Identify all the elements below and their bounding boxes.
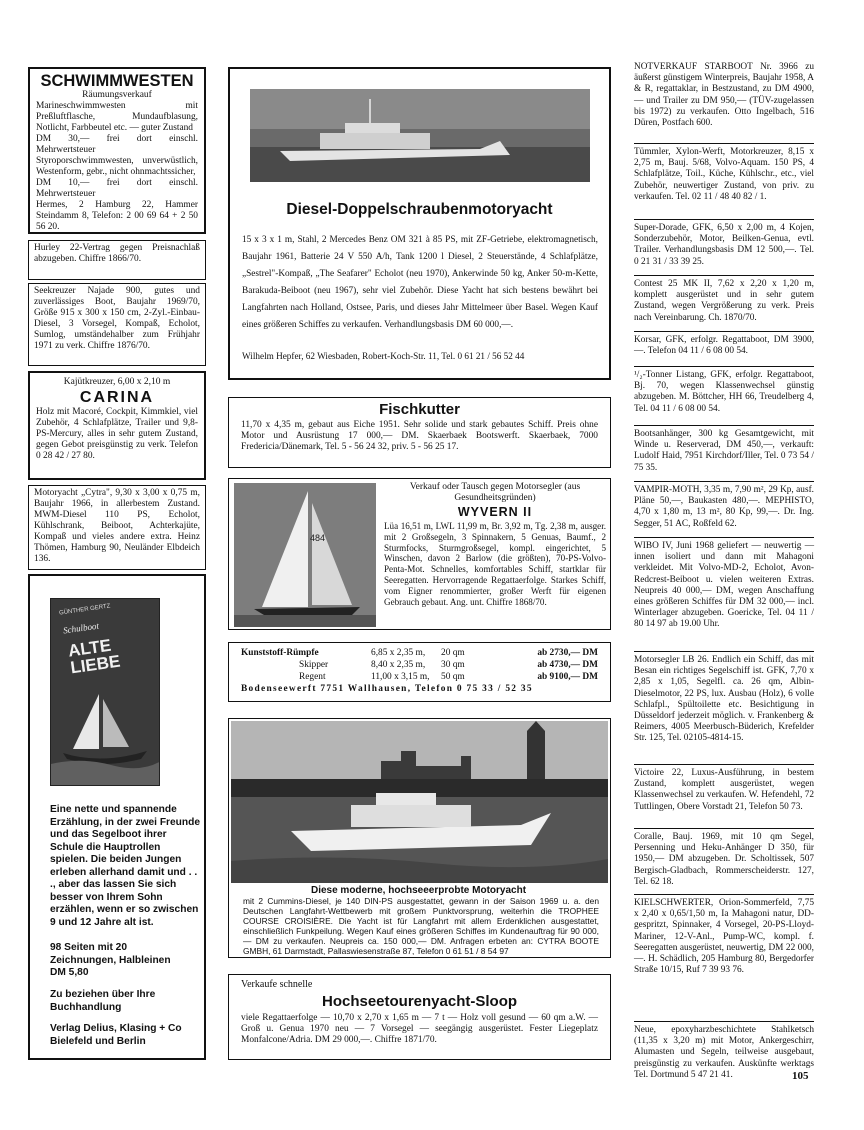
hull-size: 8,40 x 2,35 m, <box>371 660 426 670</box>
divider <box>634 219 814 220</box>
cytra-ad <box>28 485 206 570</box>
ad-text: Styroporschwimmwesten, unverwüstlich, Westenform, gebr., nicht ohnmachtssicher, <box>36 156 198 177</box>
ad-text: viele Regattaerfolge — 10,70 x 2,70 x 1,65 m — 7 t — Holz voll gesund — 60 qm a.W. — Groß u. Genua 1970 neu — 7 Vorsegel — seegängig ausgerüstet. Fester Liegeplatz Monfalcone/Adria. DM 29 000,—. Chiffre 1871/70. <box>241 1013 598 1045</box>
divider <box>634 651 814 652</box>
classified-ad: Victoire 22, Luxus-Ausführung, in bestem Zustand, komplett ausgerüstet, wegen Klassenwechsel zu verkaufen. W. Hefendehl, 72 Tuttlingen, Obere Vorstadt 21, Telefon 50 73. <box>634 768 814 812</box>
classified-ad: Coralle, Bauj. 1969, mit 10 qm Segel, Persenning und Heku-Anhänger D 350, für 1950,— DM abzugeben. Dr. Scholtissek, 507 Bergisch-Gladbach, Rommerscheiderstr. 127, Tel. 62 18. <box>634 832 814 887</box>
ad-title: Diese moderne, hochseeerprobte Motoryacht <box>310 885 527 896</box>
hull-row <box>241 647 598 659</box>
divider <box>634 425 814 426</box>
book-title: ALTE LIEBE <box>66 635 122 678</box>
hull-name: Regent <box>299 672 326 682</box>
book-cover <box>50 598 160 786</box>
hull-price: ab 4730,— DM <box>537 660 598 670</box>
ad-title: Fischkutter <box>379 401 460 418</box>
hull-row <box>241 659 598 671</box>
classified-ad: Neue, epoxyharzbeschichtete Stahlketsch (11,35 x 3,20 m) mit Motor, Ankergeschirr, Alumasten und Segeln, teilweise ausgebaut, preisgünstig zu verkaufen. Auskünfte werktags Tel. Dortmund 5 47 21 41. <box>634 1025 814 1080</box>
ad-head: Verkauf oder Tausch gegen Motorsegler (aus Gesundheitsgründen) <box>409 482 581 503</box>
hurley-ad <box>28 240 206 280</box>
classified-ad: NOTVERKAUF STARBOOT Nr. 3966 zu äußerst günstigem Winterpreis, Baujahr 1958, A & R, regattaklar, in Bestzustand, zu DM 4900,— und Trailer zu DM 950,— (TÜV-zugelassen bis 1972) zu verkaufen. Otto Ingelbach, 516 Düren, Postfach 600. <box>634 62 814 129</box>
hull-size: 6,85 x 2,35 m, <box>371 648 426 658</box>
divider <box>634 894 814 895</box>
sailboat-photo <box>234 483 376 627</box>
hull-area: 30 qm <box>441 660 465 670</box>
classified-ad: Motorsegler LB 26. Endlich ein Schiff, das mit Besan ein richtiges Segelschiff ist. GFK, 7,70 x 2,85 x 1,05, Segelfl. ca. 26 qm, Albin-Dieselmotor, 22 PS, lux. Ausbau (Holz), 6 volle Schlafpl., Spültoilette etc. Besichtigung in Düsseldorf jederzeit möglich. v. Frankenberg & Reimers, 4005 Meerbusch-Büderich, Krefelder Str. 125, Tel. 02105-4814-15. <box>634 655 814 744</box>
fischkutter-ad <box>228 397 611 468</box>
ad-head: Kajütkreuzer, 6,00 x 2,10 m <box>63 377 171 387</box>
ad-text: Holz mit Macoré, Cockpit, Kimmkiel, viel Zubehör, 4 Schlafplätze, Trailer und 9,8-PS-Mercury, alles in sehr gutem Zustand, gegen Gebot preisgünstig zu verk. Telefon 0 28 42 / 27 80. <box>36 407 198 461</box>
hull-name: Skipper <box>299 660 329 670</box>
ad-footer: Bodenseewerft 7751 Wallhausen, Telefon 0 75 33 / 52 35 <box>241 684 533 694</box>
divider <box>634 481 814 482</box>
book-availability: Zu beziehen über Ihre Buchhandlung <box>50 989 156 1013</box>
divider <box>634 143 814 144</box>
divider <box>634 331 814 332</box>
schwimmwesten-ad <box>28 67 206 234</box>
motoryacht-image <box>250 89 590 182</box>
book-author: GÜNTHER GERTZ <box>58 603 111 617</box>
divider <box>634 366 814 367</box>
hull-price: ab 2730,— DM <box>537 648 598 658</box>
classified-ad: Bootsanhänger, 300 kg Gesamtgewicht, mit Winde u. Reserverad, DM 450,—, verkauft: Ludolf Haid, 7951 Kirchdorf/Iller, Tel. 0 73 54 / 75 35. <box>634 429 814 473</box>
ad-contact: Wilhelm Hepfer, 62 Wiesbaden, Robert-Koch-Str. 11, Tel. 0 61 21 / 56 52 44 <box>242 351 525 361</box>
divider <box>634 828 814 829</box>
yacht-photo <box>250 89 590 182</box>
classified-ad: KIELSCHWERTER, Orion-Sommerfeld, 7,75 x 2,40 x 0,65/1,50 m, Ia Mahagoni natur, DD-gespritzt, Spinnaker, 4 Vorsegel, 20-PS-Lloyd-Mariner, 12-V-Anl., Pump-WC, kompl. f. Seeregatten ausgerüstet, neuwertig, DM 22 000,—. H. Schädlich, 205 Hamburg 80, Bergedorfer Straße 10/15, Ruf 7 39 93 76. <box>634 898 814 976</box>
classified-ad: Super-Dorade, GFK, 6,50 x 2,00 m, 4 Kojen, Sonderzubehör, Motor, Beilken-Genua, evtl. Trailer. Verhandlungsbasis DM 12 500,—. Tel. 0 21 31 / 33 39 25. <box>634 223 814 267</box>
ad-text: mit 2 Cummins-Diesel, je 140 DIN-PS ausgestattet, gewann in der Saison 1969 u. a. den Deutschen Langfahrt-Wettbewerb mit großem Punktvorsprung, weiterhin die TROPHEE COURSE CROISIÈRE. Die Yacht ist für Langfahrt mit allem Erdenklichen ausgestattet, einschließlich Funkpeilung. Wegen Kauf eines größeren Schiffes im Kundenauftrag für 90 000,— DM zu verkaufen. Neupreis ca. 150 000,— DM. Anfragen erbeten an: CYTRA BOOTE GMBH, 61 Darmstadt, Pallaswiesenstraße 87, Telefon 0 61 51 / 8 54 97 <box>243 896 599 956</box>
cytra-boote-ad <box>228 718 611 958</box>
hull-area: 20 qm <box>441 648 465 658</box>
divider <box>634 1021 814 1022</box>
divider <box>634 537 814 538</box>
classified-ad: VAMPIR-MOTH, 3,35 m, 7,90 m², 29 Kp, ausf. Pläne 50,—, Baukasten 480,—. MEPHISTO, 4,70 x 1,80 m, 13 m², 80 Kp, 99,—. Dr. Ing. Segger, 51 AC, Roßfeld 62. <box>634 485 814 529</box>
hull-row <box>241 671 598 683</box>
ad-price: DM 30,— frei dort einschl. Mehrwertsteuer <box>36 134 198 155</box>
ad-text: 11,70 x 4,35 m, gebaut aus Eiche 1951. Sehr solide und stark gebautes Schiff. Preis ohne Motor und Ausrüstung 17 000,— DM. Skaerbaek Bootswerft. Skaerbaek, 7000 Fredericia/Dänemark, Tel. 5 - 56 24 32, priv. 5 - 56 25 17. <box>241 420 598 452</box>
sail-number: 484 <box>310 533 326 543</box>
carina-ad <box>28 371 206 480</box>
sailboat-image <box>234 483 376 627</box>
book-ad <box>28 574 206 1060</box>
london-motoryacht-image <box>231 721 608 883</box>
hull-name: Kunststoff-Rümpfe <box>241 648 319 658</box>
ad-text: Marineschwimmwesten mit Preßluftflasche, Mundaufblasung, Notlicht, Farbbeutel etc. — guter Zustand <box>36 101 198 133</box>
sailboat-illustration <box>51 599 160 786</box>
book-publisher: Verlag Delius, Klasing + Co Bielefeld und Berlin <box>50 1023 182 1047</box>
hull-area: 50 qm <box>441 672 465 682</box>
ad-text: Hurley 22-Vertrag gegen Preisnachlaß abzugeben. Chiffre 1866/70. <box>34 243 200 264</box>
ad-text: Seekreuzer Najade 900, gutes und zuverlässiges Boot, Baujahr 1969/70, Größe 915 x 300 x 150 cm, 2-Zyl.-Einbau-Diesel, 3 Vorsegel, Kompaß, Echolot, Sumlog, umständehalber zum Frühjahr 1971 zu verk. Chiffre 1876/70. <box>34 286 200 351</box>
book-small-title: Schulboot <box>62 620 100 636</box>
classified-ad: WIBO IV, Juni 1968 geliefert — neuwertig — innen isoliert und dann mit Mahagoni verkleidet. Mit Volvo-MD-2, Echolot, Avon-Redcrest-Beiboot u. vielen weiteren Extras. Neupreis 40 000,— DM, wegen Anschaffung eines größeren Schiffes für DM 32 000,— incl. Winterlager abzugeben. Goericke, Tel. 04 11 / 80 14 97 ab 19.00 Uhr. <box>634 541 814 630</box>
classified-ad: Tümmler, Xylon-Werft, Motorkreuzer, 8,15 x 2,75 m, Bauj. 5/68, Volvo-Aquam. 150 PS, 4 Schlafplätze, Toil., Küche, Kühlschr., etc., viel Zubehör, neuwertiger Zustand, von priv. zu verkaufen. Tel. 02 11 / 48 40 82 / 1. <box>634 147 814 202</box>
classified-ad: Korsar, GFK, erfolgr. Regattaboot, DM 3900,—. Telefon 04 11 / 6 08 00 54. <box>634 335 814 357</box>
classified-ad: ¹/₂-Tonner Listang, GFK, erfolgr. Regattaboot, Bj. 70, wegen Klassenwechsel günstig abzugeben. M. Böttcher, HH 66, Treudelberg 4, Tel. 04 11 / 6 08 00 54. <box>634 370 814 414</box>
book-pages: 98 Seiten mit 20 Zeichnungen, Halbleinen DM 5,80 <box>50 942 171 978</box>
ad-title: CARINA <box>79 389 155 406</box>
wyvern-ad <box>228 478 611 630</box>
kunststoff-ad <box>228 642 611 702</box>
book-text: Eine nette und spannende Erzählung, in der zwei Freunde und das Segelboot ihrer Schule die Hauptrollen spielen. Die beiden Jungen erleben allerhand damit und . . ., aber das lassen Sie sich besser von Ihrem Sohn erzählen, wenn er so zwischen 9 und 12 Jahre alt ist. <box>50 804 201 928</box>
najade-ad <box>28 283 206 366</box>
page-number: 105 <box>792 1070 809 1082</box>
sloop-ad <box>228 974 611 1060</box>
classified-ad: Contest 25 MK II, 7,62 x 2,20 x 1,20 m, komplett ausgerüstet und in sehr gutem Zustand, wegen Vergrößerung zu verk. Preis nach Vereinbarung. Ch. 1870/70. <box>634 279 814 323</box>
ad-title: WYVERN II <box>457 505 533 519</box>
ad-title: SCHWIMMWESTEN <box>40 72 194 90</box>
motoryacht-photo <box>231 721 608 883</box>
ad-title: Diesel-Doppelschraubenmotoryacht <box>286 201 553 218</box>
ad-price: DM 10,— frei dort einschl. Mehrwertsteuer <box>36 178 198 199</box>
hull-price: ab 9100,— DM <box>537 672 598 682</box>
divider <box>634 764 814 765</box>
ad-text: 15 x 3 x 1 m, Stahl, 2 Mercedes Benz OM 321 à 85 PS, mit ZF-Getriebe, elektromagnetisch, Baujahr 1961, Batterie 24 V 550 A/h, Tank 1200 l Diesel, 2 Steuerstände, 4 Schlafplätze, „Sestrel"-Kompaß, „The Seafarer" Echolot (neu 1970), Ankerwinde 50 kg, Anker 50-m-Kette, Barakuda-Beiboot (neu 1967), sehr viel Zubehör. Diese Yacht hat sich bestens bewährt bei Langfahrten nach Holland, Ostsee, Paris, und dieses Jahr Mittelmeer über Basel. Wegen Kauf eines größeren Schiffes zu verkaufen. Verhandlungsbasis DM 60 000,—. <box>242 235 598 330</box>
ad-text: Lüa 16,51 m, LWL 11,99 m, Br. 3,92 m, Tg. 2,38 m, ausger. mit 2 Großsegeln, 3 Spinnakern, 5 Genuas, Baumf., 2 Sturmfocks, Sturmgroßsegel, kompl. eingerichtet, 5 Winschen, davon 2 Barlow (die größten), 70-PS-Volvo-Penta-Mot. Schnelles, komfortables Schiff, startklar für Seeregatten. Hervorragende Regattaerfolge. Starkes Schiff, vom Eigner renommierter, großer Werft für eigenen Gebrauch gebaut. Ang. unt. Chiffre 1868/70. <box>384 521 606 607</box>
hull-size: 11,00 x 3,15 m, <box>371 672 430 682</box>
ad-head: Verkaufe schnelle <box>241 979 313 990</box>
ad-title: Hochseetourenyacht-Sloop <box>321 993 518 1010</box>
ad-subtitle: Räumungsverkauf <box>82 90 152 100</box>
diesel-yacht-ad <box>228 67 611 380</box>
ad-contact: Hermes, 2 Hamburg 22, Hammer Steindamm 8, Telefon: 2 00 69 64 + 2 50 56 20. <box>36 200 198 232</box>
divider <box>634 275 814 276</box>
ad-text: Motoryacht „Cytra", 9,30 x 3,00 x 0,75 m, Baujahr 1966, in allerbestem Zustand. MWM-Diesel 110 PS, Echolot, Kühlschrank, Beiboot, Achterkajüte, Kompaß und vieles andere extra. Heinz Thömen, Hamburg 90, Neuländer Elbdeich 136. <box>34 488 200 564</box>
